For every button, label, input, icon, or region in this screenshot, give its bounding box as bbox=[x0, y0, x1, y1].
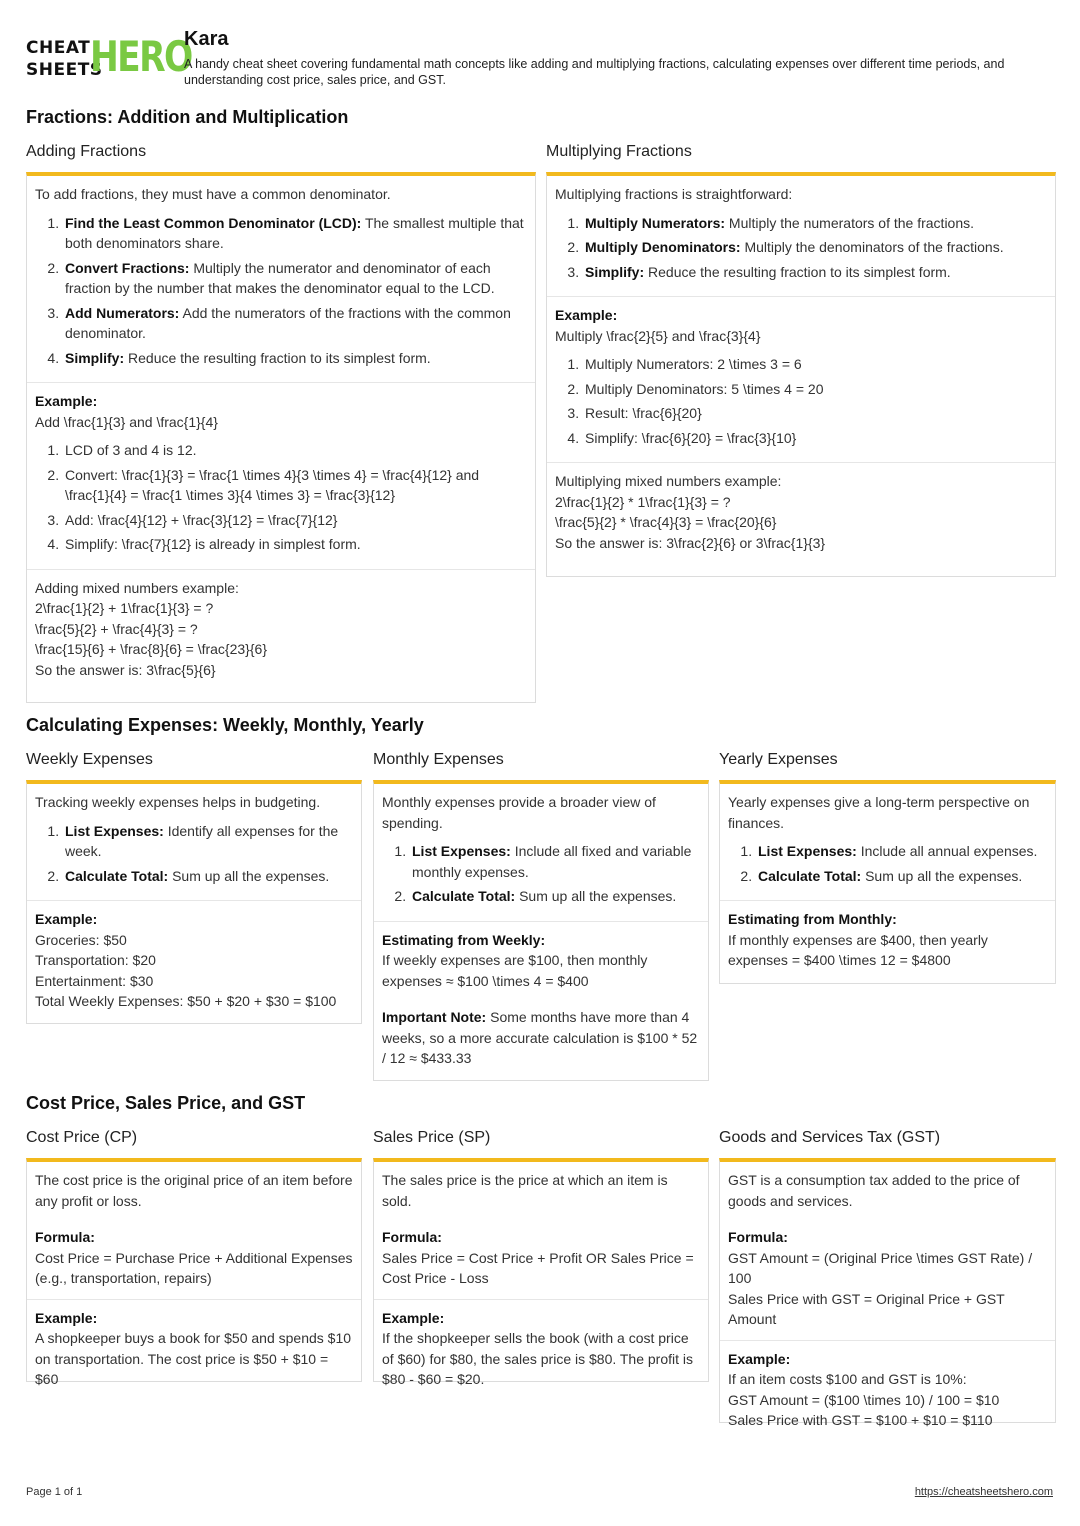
formula-label: Formula: bbox=[728, 1229, 788, 1245]
step-label: Calculate Total: bbox=[65, 867, 169, 884]
step-label: Find the Least Common Denominator (LCD): bbox=[65, 214, 362, 231]
step-text: Identify all expenses for the week. bbox=[65, 822, 339, 859]
list-item: 1. Multiply Numerators: 2 \times 3 = 6 bbox=[583, 354, 1047, 375]
monthly-expenses-card bbox=[373, 780, 709, 1081]
page-number: Page 1 of 1 bbox=[26, 1486, 83, 1498]
sales-formula-block bbox=[374, 1162, 708, 1299]
cost-example-block bbox=[27, 1299, 361, 1400]
gst-card bbox=[719, 1158, 1056, 1428]
weekly-example-block bbox=[27, 900, 361, 1022]
example-label: Example: bbox=[382, 1309, 445, 1326]
estimate-text: If monthly expenses are $400, then yearly expenses = $400 \times 12 = $4800 bbox=[728, 931, 988, 968]
multiplying-example-steps bbox=[555, 354, 1047, 448]
list-item bbox=[583, 237, 1047, 258]
mixed-line: So the answer is: 3\frac{2}{6} or 3\frac{1}{3} bbox=[555, 534, 826, 551]
step-label: Simplify: bbox=[585, 263, 645, 280]
yearly-steps-list bbox=[728, 841, 1047, 886]
list-item bbox=[410, 841, 700, 882]
mixed-line: \frac{5}{2} + \frac{4}{3} = ? bbox=[35, 620, 198, 637]
estimate-label: Estimating from Weekly: bbox=[382, 931, 546, 948]
sales-price-card bbox=[373, 1158, 709, 1387]
step-label: List Expenses: bbox=[758, 843, 857, 859]
weekly-intro: Tracking weekly expenses helps in budgeting. bbox=[35, 794, 321, 810]
adding-fractions-heading: Adding Fractions bbox=[26, 143, 147, 160]
example-line: Add \frac{1}{3} and \frac{1}{4} bbox=[35, 413, 218, 430]
multiplying-example-block bbox=[547, 296, 1055, 462]
formula-label: Formula: bbox=[382, 1229, 442, 1245]
list-item bbox=[410, 886, 700, 907]
page-header bbox=[26, 28, 1056, 90]
page-description: A handy cheat sheet covering fundamental math concepts like adding and multiplying fractions, calculating expenses over different time periods, and understanding cost price, sales price, and GST. bbox=[184, 57, 1005, 87]
adding-intro: To add fractions, they must have a common denominator. bbox=[35, 186, 391, 202]
yearly-steps-block bbox=[720, 784, 1055, 900]
note-text: Some months have more than 4 weeks, so a more accurate calculation is $100 * 52 / 12 ≈ $433.33 bbox=[382, 1009, 698, 1066]
monthly-estimate-block bbox=[374, 921, 708, 1079]
multiplying-intro: Multiplying fractions is straightforward: bbox=[555, 186, 793, 202]
weekly-expenses-heading: Weekly Expenses bbox=[26, 751, 153, 768]
step-label: Calculate Total: bbox=[758, 867, 862, 884]
step-label: List Expenses: bbox=[412, 843, 511, 859]
step-label: Add Numerators: bbox=[65, 304, 180, 321]
adding-fractions-card bbox=[26, 172, 536, 703]
sales-price-heading: Sales Price (SP) bbox=[373, 1129, 491, 1146]
cost-formula-block bbox=[27, 1162, 361, 1299]
logo-line-cheat: CHEAT bbox=[26, 38, 91, 58]
note-label: Important Note: bbox=[382, 1009, 487, 1025]
estimate-text: If weekly expenses are $100, then monthly expenses ≈ $100 \times 4 = $400 bbox=[382, 952, 648, 989]
example-line: Entertainment: $30 bbox=[35, 972, 154, 989]
logo-line-sheets: SHEETS bbox=[26, 60, 103, 80]
example-text: If the shopkeeper sells the book (with a cost price of $60) for $80, the sales price is $80. The profit is $80 - $60 = $20. bbox=[382, 1330, 694, 1387]
sales-intro: The sales price is the price at which an item is sold. bbox=[382, 1172, 668, 1209]
monthly-steps-block bbox=[374, 784, 708, 921]
important-note bbox=[382, 1007, 700, 1069]
monthly-steps-list bbox=[382, 841, 700, 907]
section-title-expenses: Calculating Expenses: Weekly, Monthly, Yearly bbox=[26, 715, 424, 735]
list-item: 4. Simplify: \frac{6}{20} = \frac{3}{10} bbox=[583, 428, 1047, 449]
formula-text: Sales Price = Cost Price + Profit OR Sales Price = Cost Price - Loss bbox=[382, 1249, 694, 1286]
cost-price-card bbox=[26, 1158, 362, 1387]
mixed-line: 2\frac{1}{2} + 1\frac{1}{3} = ? bbox=[35, 600, 214, 616]
example-label: Example: bbox=[35, 393, 98, 409]
mixed-line: So the answer is: 3\frac{5}{6} bbox=[35, 661, 216, 678]
step-label: List Expenses: bbox=[65, 822, 164, 839]
monthly-expenses-heading: Monthly Expenses bbox=[373, 751, 504, 768]
mixed-line: 2\frac{1}{2} * 1\frac{1}{3} = ? bbox=[555, 493, 731, 510]
adding-example-block bbox=[27, 382, 535, 569]
step-text: Include all fixed and variable monthly expenses. bbox=[412, 843, 692, 880]
list-item bbox=[583, 213, 1047, 234]
example-line: Multiply \frac{2}{5} and \frac{3}{4} bbox=[555, 327, 761, 344]
step-text: Add the numerators of the fractions with the common denominator. bbox=[65, 304, 511, 341]
step-text: Include all annual expenses. bbox=[856, 843, 1038, 859]
mixed-line: Multiplying mixed numbers example: bbox=[555, 473, 782, 489]
yearly-intro: Yearly expenses give a long-term perspective on finances. bbox=[728, 794, 1030, 831]
example-text: A shopkeeper buys a book for $50 and spends $10 on transportation. The cost price is $50 + $10 = $60 bbox=[35, 1330, 352, 1387]
mixed-line: \frac{15}{6} + \frac{8}{6} = \frac{23}{6} bbox=[35, 641, 267, 657]
step-text: Sum up all the expenses. bbox=[168, 867, 330, 884]
example-line: Total Weekly Expenses: $50 + $20 + $30 = $100 bbox=[35, 993, 337, 1009]
yearly-expenses-card bbox=[719, 780, 1056, 984]
weekly-steps-block bbox=[27, 784, 361, 900]
cheatsheetshero-logo[interactable] bbox=[26, 32, 192, 81]
multiplying-mixed-block bbox=[547, 462, 1055, 563]
formula-text: Cost Price = Purchase Price + Additional Expenses (e.g., transportation, repairs) bbox=[35, 1249, 353, 1286]
example-label: Example: bbox=[555, 307, 618, 323]
list-item bbox=[63, 258, 527, 299]
estimate-label: Estimating from Monthly: bbox=[728, 911, 897, 927]
list-item bbox=[63, 866, 353, 887]
list-item bbox=[63, 303, 527, 344]
monthly-intro: Monthly expenses provide a broader view of spending. bbox=[382, 794, 656, 831]
list-item bbox=[63, 213, 527, 254]
mixed-line: \frac{5}{2} * \frac{4}{3} = \frac{20}{6} bbox=[555, 514, 777, 530]
step-text: Reduce the resulting fraction to its simplest form. bbox=[644, 263, 951, 280]
cost-intro: The cost price is the original price of an item before any profit or loss. bbox=[35, 1172, 353, 1209]
step-text: The smallest multiple that both denominators share. bbox=[65, 214, 524, 251]
example-label: Example: bbox=[35, 1309, 98, 1326]
section-title-fractions: Fractions: Addition and Multiplication bbox=[26, 107, 349, 127]
step-text: Multiply the numerator and denominator of each fraction by the number that makes the denominator equal to the LCD. bbox=[65, 259, 495, 296]
sales-example-block bbox=[374, 1299, 708, 1400]
cost-price-heading: Cost Price (CP) bbox=[26, 1129, 138, 1146]
section-title-pricing: Cost Price, Sales Price, and GST bbox=[26, 1093, 306, 1113]
step-text: Sum up all the expenses. bbox=[515, 888, 677, 904]
gst-heading: Goods and Services Tax (GST) bbox=[719, 1129, 941, 1146]
list-item bbox=[756, 866, 1047, 887]
adding-steps-list bbox=[35, 213, 527, 369]
list-item bbox=[63, 821, 353, 862]
step-label: Multiply Numerators: bbox=[585, 214, 726, 231]
example-line: Groceries: $50 bbox=[35, 931, 127, 948]
formula-line: GST Amount = (Original Price \times GST Rate) / 100 bbox=[728, 1249, 1033, 1286]
example-label: Example: bbox=[35, 911, 98, 927]
list-item: 4. Simplify: \frac{7}{12} is already in simplest form. bbox=[63, 534, 527, 555]
gst-formula-block bbox=[720, 1162, 1055, 1340]
adding-example-steps bbox=[35, 440, 527, 555]
adding-mixed-block bbox=[27, 569, 535, 691]
example-line: GST Amount = ($100 \times 10) / 100 = $10 bbox=[728, 1391, 1000, 1408]
list-item bbox=[583, 262, 1047, 283]
mixed-line: Adding mixed numbers example: bbox=[35, 579, 239, 596]
multiplying-fractions-heading: Multiplying Fractions bbox=[546, 143, 692, 160]
example-line: If an item costs $100 and GST is 10%: bbox=[728, 1371, 967, 1387]
page-title: Kara bbox=[184, 28, 229, 50]
cheatsheetshero-link[interactable]: https://cheatsheetshero.com bbox=[914, 1486, 1053, 1498]
step-text: Multiply the denominators of the fractions. bbox=[740, 239, 1004, 255]
multiplying-steps-block bbox=[547, 176, 1055, 296]
step-label: Convert Fractions: bbox=[65, 259, 190, 276]
weekly-expenses-card bbox=[26, 780, 362, 1024]
step-label: Multiply Denominators: bbox=[585, 239, 741, 255]
gst-example-block bbox=[720, 1340, 1055, 1441]
formula-label: Formula: bbox=[35, 1229, 95, 1245]
list-item: 3. Result: \frac{6}{20} bbox=[583, 403, 1047, 424]
step-text: Reduce the resulting fraction to its simplest form. bbox=[124, 349, 431, 366]
example-line: Transportation: $20 bbox=[35, 952, 156, 968]
step-text: Multiply the numerators of the fractions. bbox=[725, 214, 975, 231]
logo-hero: HERO bbox=[90, 32, 192, 81]
example-line: Sales Price with GST = $100 + $10 = $110 bbox=[728, 1412, 993, 1428]
list-item bbox=[756, 841, 1047, 862]
gst-intro: GST is a consumption tax added to the price of goods and services. bbox=[728, 1172, 1020, 1209]
example-label: Example: bbox=[728, 1350, 791, 1367]
step-text: Sum up all the expenses. bbox=[861, 867, 1023, 884]
yearly-expenses-heading: Yearly Expenses bbox=[719, 751, 838, 768]
formula-line: Sales Price with GST = Original Price + GST Amount bbox=[728, 1290, 1005, 1327]
yearly-estimate-block bbox=[720, 900, 1055, 981]
step-label: Calculate Total: bbox=[412, 888, 516, 904]
multiplying-steps-list bbox=[555, 213, 1047, 283]
weekly-steps-list bbox=[35, 821, 353, 887]
list-item: 3. Add: \frac{4}{12} + \frac{3}{12} = \frac{7}{12} bbox=[63, 510, 527, 531]
list-item bbox=[63, 348, 527, 369]
list-item: 2. Multiply Denominators: 5 \times 4 = 20 bbox=[583, 379, 1047, 400]
list-item: 1. LCD of 3 and 4 is 12. bbox=[63, 440, 527, 461]
multiplying-fractions-card bbox=[546, 172, 1056, 577]
list-item: 2. Convert: \frac{1}{3} = \frac{1 \times 4}{3 \times 4} = \frac{4}{12} and \frac{1}{4} = \frac{1 \times 3}{4 \times 3} = \frac{3}{12} bbox=[63, 465, 527, 506]
adding-fractions-steps-block bbox=[27, 176, 535, 382]
step-label: Simplify: bbox=[65, 349, 125, 366]
